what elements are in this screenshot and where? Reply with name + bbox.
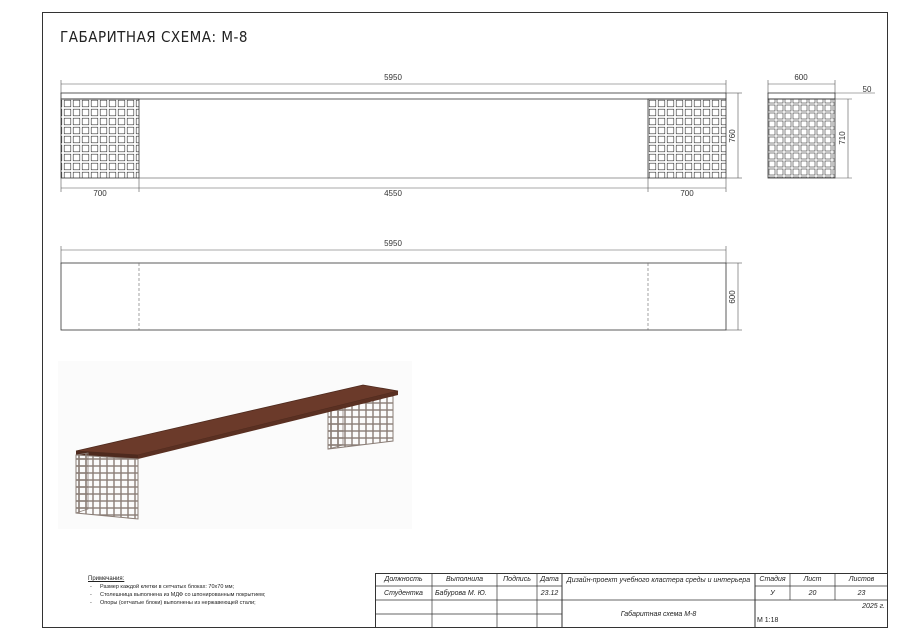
- side-view: [768, 73, 875, 178]
- front-overall-width: 5950: [384, 73, 402, 82]
- side-support-height: 710: [838, 131, 847, 145]
- stamp-col-stage: Стадия: [759, 576, 786, 583]
- front-height: 760: [728, 129, 737, 143]
- stamp-position: Студентка: [384, 589, 423, 597]
- stamp-year: 2025 г.: [862, 602, 885, 610]
- side-top-thickness: 50: [862, 85, 872, 94]
- front-right-support-width: 700: [680, 189, 694, 198]
- top-tabletop: [61, 263, 726, 330]
- front-view: [61, 73, 742, 198]
- stamp-scale: М 1:18: [757, 616, 779, 624]
- notes-heading: Примечания:: [88, 576, 125, 582]
- stamp-col-performed: Выполнила: [446, 576, 483, 583]
- front-span-width: 4550: [384, 189, 402, 198]
- side-tabletop: [768, 93, 835, 99]
- top-depth: 600: [728, 290, 737, 304]
- front-tabletop: [61, 93, 726, 99]
- stamp-sheet-title: Габаритная схема М-8: [620, 611, 697, 618]
- title-block: [375, 573, 888, 628]
- drawing-title: ГАБАРИТНАЯ СХЕМА: М-8: [60, 28, 248, 46]
- stamp-col-sheet: Лист: [803, 576, 822, 583]
- side-support: [768, 99, 835, 178]
- front-left-support-width: 700: [93, 189, 107, 198]
- note-item: - Размер каждой клетки в сетчатых блоках: 70х70 мм;: [100, 583, 265, 591]
- stamp-sheet: 20: [808, 589, 817, 597]
- top-view: [61, 239, 742, 330]
- stamp-col-signature: Подпись: [503, 576, 531, 583]
- stamp-project: Дизайн-проект учебного кластера среды и интерьера: [566, 576, 751, 584]
- note-item: - Столешница выполнена из МДФ со шпонированным покрытием;: [100, 591, 265, 599]
- note-item: - Опоры (сетчатые блоки) выполнены из нержавеющей стали;: [100, 599, 265, 607]
- stamp-col-sheets: Листов: [848, 576, 875, 583]
- stamp-date: 23.12: [540, 589, 559, 597]
- stamp-col-position: Должность: [384, 576, 423, 583]
- stamp-signature: [497, 586, 537, 600]
- stamp-sheets: 23: [857, 589, 866, 597]
- front-left-support: [61, 99, 139, 178]
- stamp-performer: Бабурова М. Ю.: [435, 589, 487, 597]
- stamp-col-date: Дата: [540, 576, 559, 583]
- front-right-support: [648, 99, 726, 178]
- notes-block: [88, 575, 265, 607]
- bench-render: [58, 361, 412, 529]
- stamp-stage: У: [770, 589, 775, 597]
- side-width: 600: [794, 73, 808, 82]
- top-overall-width: 5950: [384, 239, 402, 248]
